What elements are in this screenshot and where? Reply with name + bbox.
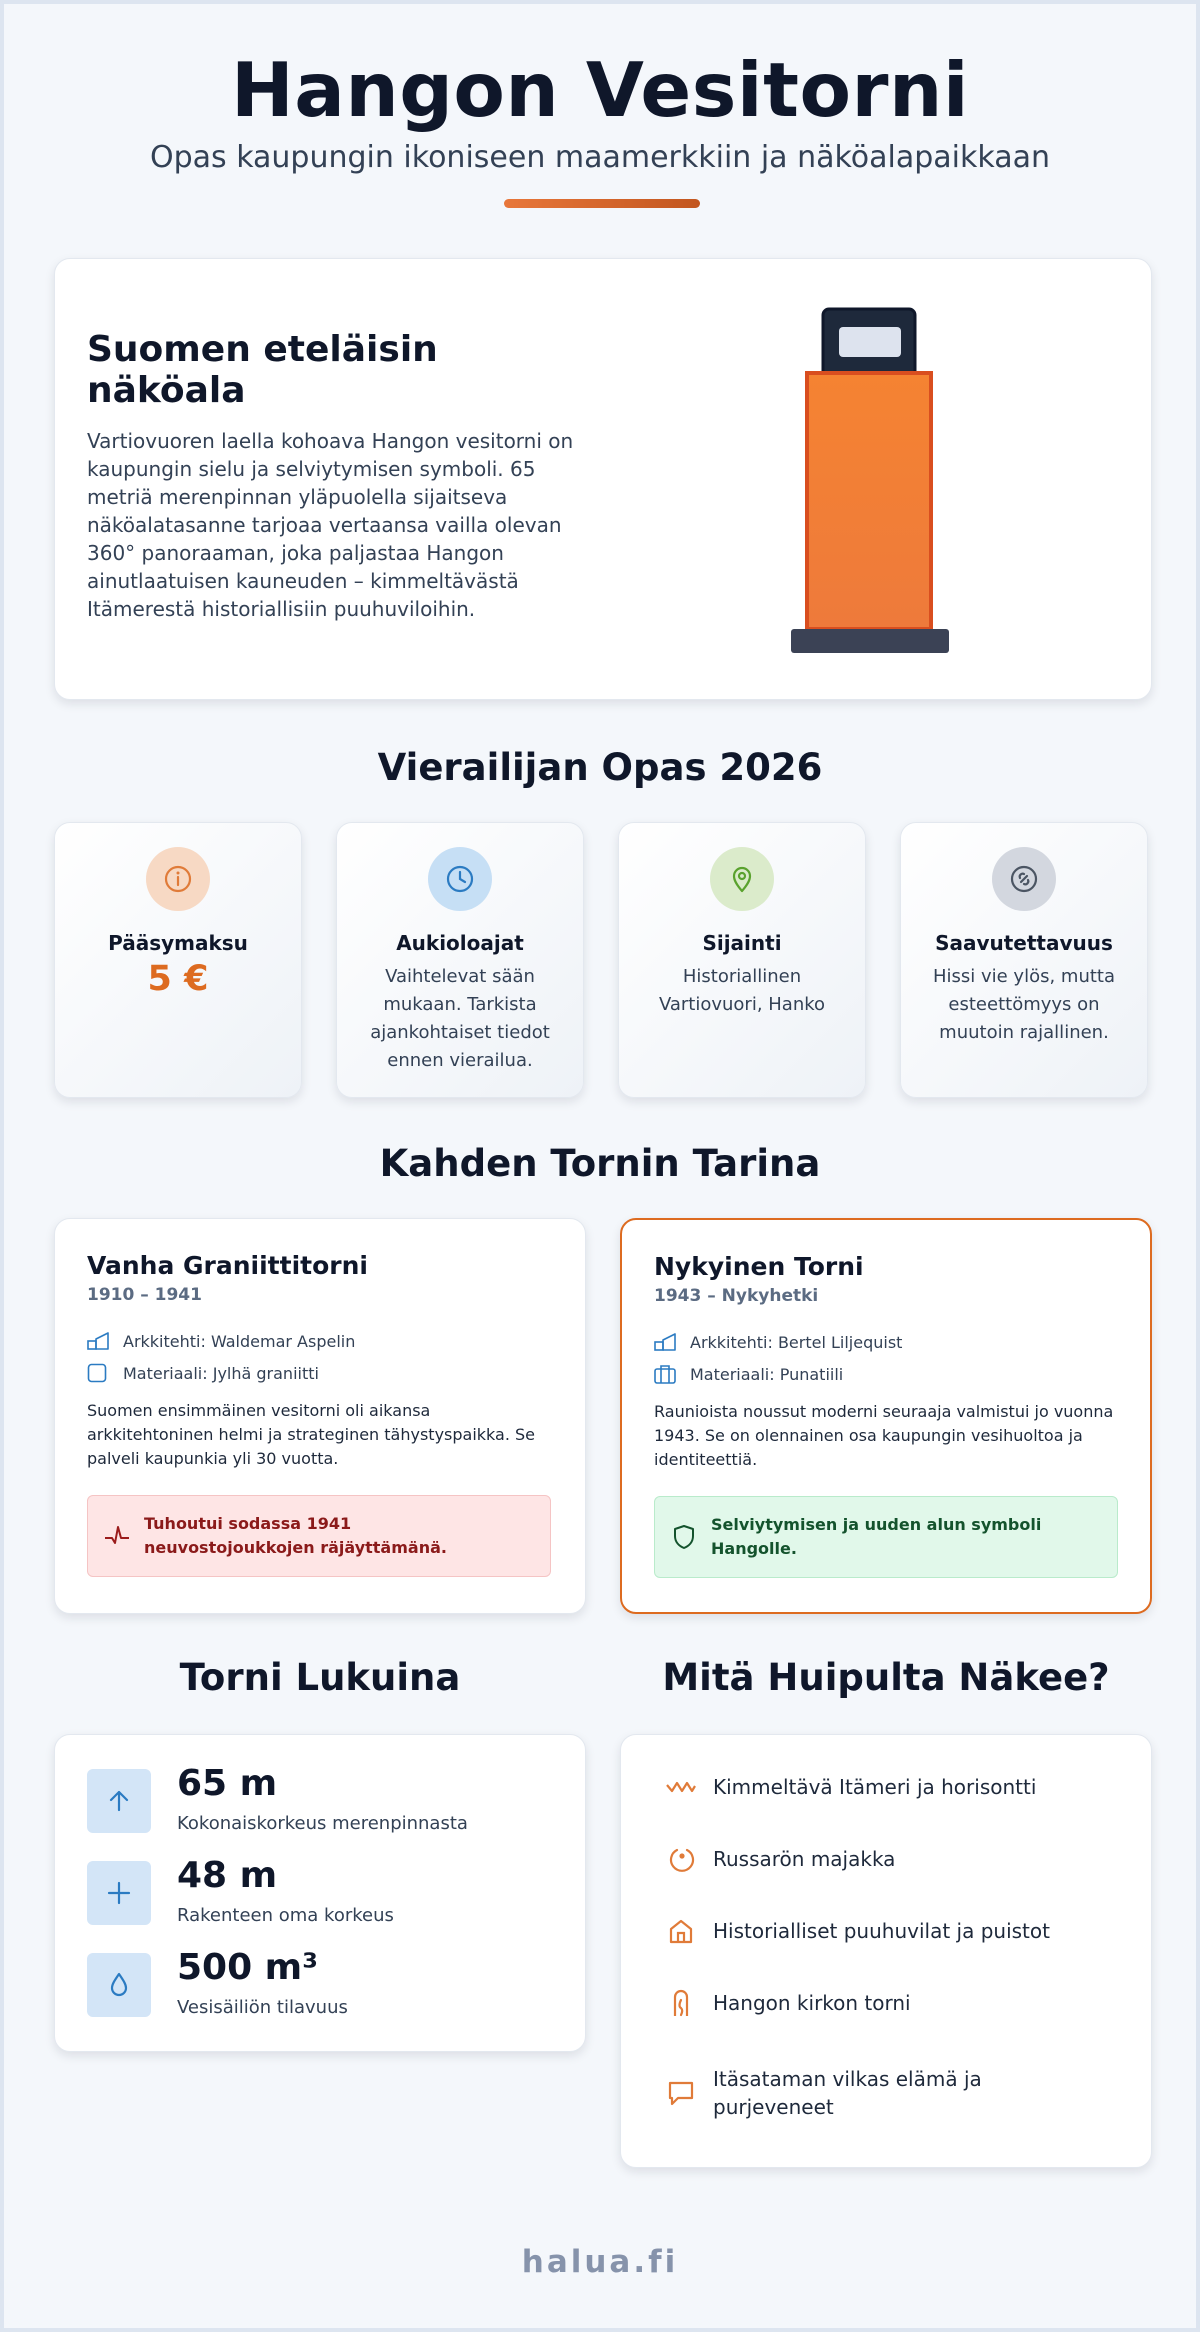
view-item xyxy=(665,1771,1073,1803)
bricks-icon xyxy=(654,1363,676,1385)
numbers-card xyxy=(54,1734,586,2052)
view-item-text: Hangon kirkon torni xyxy=(713,1991,911,2015)
view-item xyxy=(665,2065,1073,2121)
info-label: Saavutettavuus xyxy=(935,931,1113,955)
story-title: Kahden Tornin Tarina xyxy=(379,1142,821,1185)
material-text: Materiaali: Jylhä graniitti xyxy=(123,1363,319,1383)
info-text: Vaihtelevat sään mukaan. Tarkista ajankohtaiset tiedot ennen vierailua. xyxy=(370,966,550,1071)
view-item xyxy=(665,1915,1073,1947)
stat-label: Vesisäiliön tilavuus xyxy=(177,1997,348,2018)
info-icon xyxy=(146,847,210,911)
plus-icon xyxy=(87,1861,151,1925)
info-card-hours xyxy=(336,822,584,1098)
accessibility-icon xyxy=(992,847,1056,911)
stat-value: 48 m xyxy=(177,1855,278,1896)
stat-label: Kokonaiskorkeus merenpinnasta xyxy=(177,1813,468,1834)
location-pin-icon xyxy=(710,847,774,911)
hero-title: Suomen eteläisin näköala xyxy=(87,329,438,411)
numbers-title: Torni Lukuina xyxy=(179,1656,461,1699)
clock-icon xyxy=(428,847,492,911)
tower-years: 1943 – Nykyhetki xyxy=(654,1286,819,1306)
price-value: 5 € xyxy=(147,959,209,999)
view-item-text: Itäsataman vilkas elämä ja purjeveneet xyxy=(713,2067,982,2119)
church-tower-icon xyxy=(665,1987,697,2019)
architect-text: Arkkitehti: Bertel Liljequist xyxy=(690,1332,903,1352)
info-card-location xyxy=(618,822,866,1098)
view-item xyxy=(665,1843,1073,1875)
old-tower-card xyxy=(54,1218,586,1614)
survival-note-text: Selviytymisen ja uuden alun symboli Hangolle. xyxy=(711,1515,1042,1558)
tower-description: Raunioista noussut moderni seuraaja valmistui jo vuonna 1943. Se on olennainen osa kaupungin vesihuoltoa ja identiteettiä. xyxy=(654,1402,1114,1469)
stat-value: 65 m xyxy=(177,1763,278,1804)
house-icon xyxy=(665,1915,697,1947)
destroyed-note xyxy=(87,1495,551,1577)
survival-note xyxy=(654,1496,1118,1578)
guide-title: Vierailijan Opas 2026 xyxy=(377,746,823,789)
building-icon xyxy=(654,1331,676,1353)
footer-link[interactable]: halua.fi xyxy=(521,2244,679,2280)
tower-name: Nykyinen Torni xyxy=(654,1252,864,1281)
architect-row xyxy=(654,1330,902,1354)
info-label: Aukioloajat xyxy=(396,931,524,955)
architect-row xyxy=(87,1329,355,1353)
building-icon xyxy=(87,1330,109,1352)
material-row xyxy=(87,1361,319,1385)
view-title: Mitä Huipulta Näkee? xyxy=(662,1656,1110,1699)
waves-icon xyxy=(665,1771,697,1803)
square-icon xyxy=(87,1362,109,1384)
tower-years: 1910 – 1941 xyxy=(87,1285,202,1305)
water-drop-icon xyxy=(87,1953,151,2017)
tower-name: Vanha Graniittitorni xyxy=(87,1251,368,1280)
view-item xyxy=(665,1987,1073,2019)
architect-text: Arkkitehti: Waldemar Aspelin xyxy=(123,1331,356,1351)
info-label: Pääsymaksu xyxy=(108,931,248,955)
info-card-accessibility xyxy=(900,822,1148,1098)
view-item-text: Historialliset puuhuvilat ja puistot xyxy=(713,1919,1050,1943)
tower-description: Suomen ensimmäinen vesitorni oli aikansa arkkitehtoninen helmi ja strateginen tähystyspaikka. Se palveli kaupunkia yli 30 vuotta. xyxy=(87,1401,536,1468)
water-tower-illustration xyxy=(785,307,965,663)
view-card xyxy=(620,1734,1152,2168)
info-card-price xyxy=(54,822,302,1098)
shield-icon xyxy=(671,1524,697,1550)
page-title: Hangon Vesitorni xyxy=(230,46,970,134)
info-label: Sijainti xyxy=(702,931,782,955)
material-text: Materiaali: Punatiili xyxy=(690,1364,844,1384)
pulse-icon xyxy=(104,1523,130,1549)
info-text: Historiallinen Vartiovuori, Hanko xyxy=(658,966,826,1015)
info-text: Hissi vie ylös, mutta esteettömyys on muutoin rajallinen. xyxy=(932,966,1116,1043)
chat-bubble-icon xyxy=(665,2077,697,2109)
view-item-text: Kimmeltävä Itämeri ja horisontti xyxy=(713,1775,1037,1799)
stat-value: 500 m³ xyxy=(177,1947,318,1988)
material-row xyxy=(654,1362,843,1386)
destroyed-note-text: Tuhoutui sodassa 1941 neuvostojoukkojen räjäyttämänä. xyxy=(144,1514,447,1557)
stat-label: Rakenteen oma korkeus xyxy=(177,1905,394,1926)
view-item-text: Russarön majakka xyxy=(713,1847,896,1871)
page-subtitle: Opas kaupungin ikoniseen maamerkkiin ja näköalapaikkaan xyxy=(149,140,1051,175)
hero-text: Vartiovuoren laella kohoava Hangon vesitorni on kaupungin sielu ja selviytymisen symboli. 65 metriä merenpinnan yläpuolella sijaitseva näköalatasanne tarjoaa vertaansa vailla olevan 360° panoraaman, joka paljastaa Hangon ainutlaatuisen kauneuden – kimmeltävästä Itämerestä historiallisiin puuhuviloihin. xyxy=(87,429,574,621)
lighthouse-icon xyxy=(665,1843,697,1875)
new-tower-card xyxy=(620,1218,1152,1614)
hero-card xyxy=(54,258,1152,700)
arrow-up-icon xyxy=(87,1769,151,1833)
title-underline xyxy=(504,199,700,208)
